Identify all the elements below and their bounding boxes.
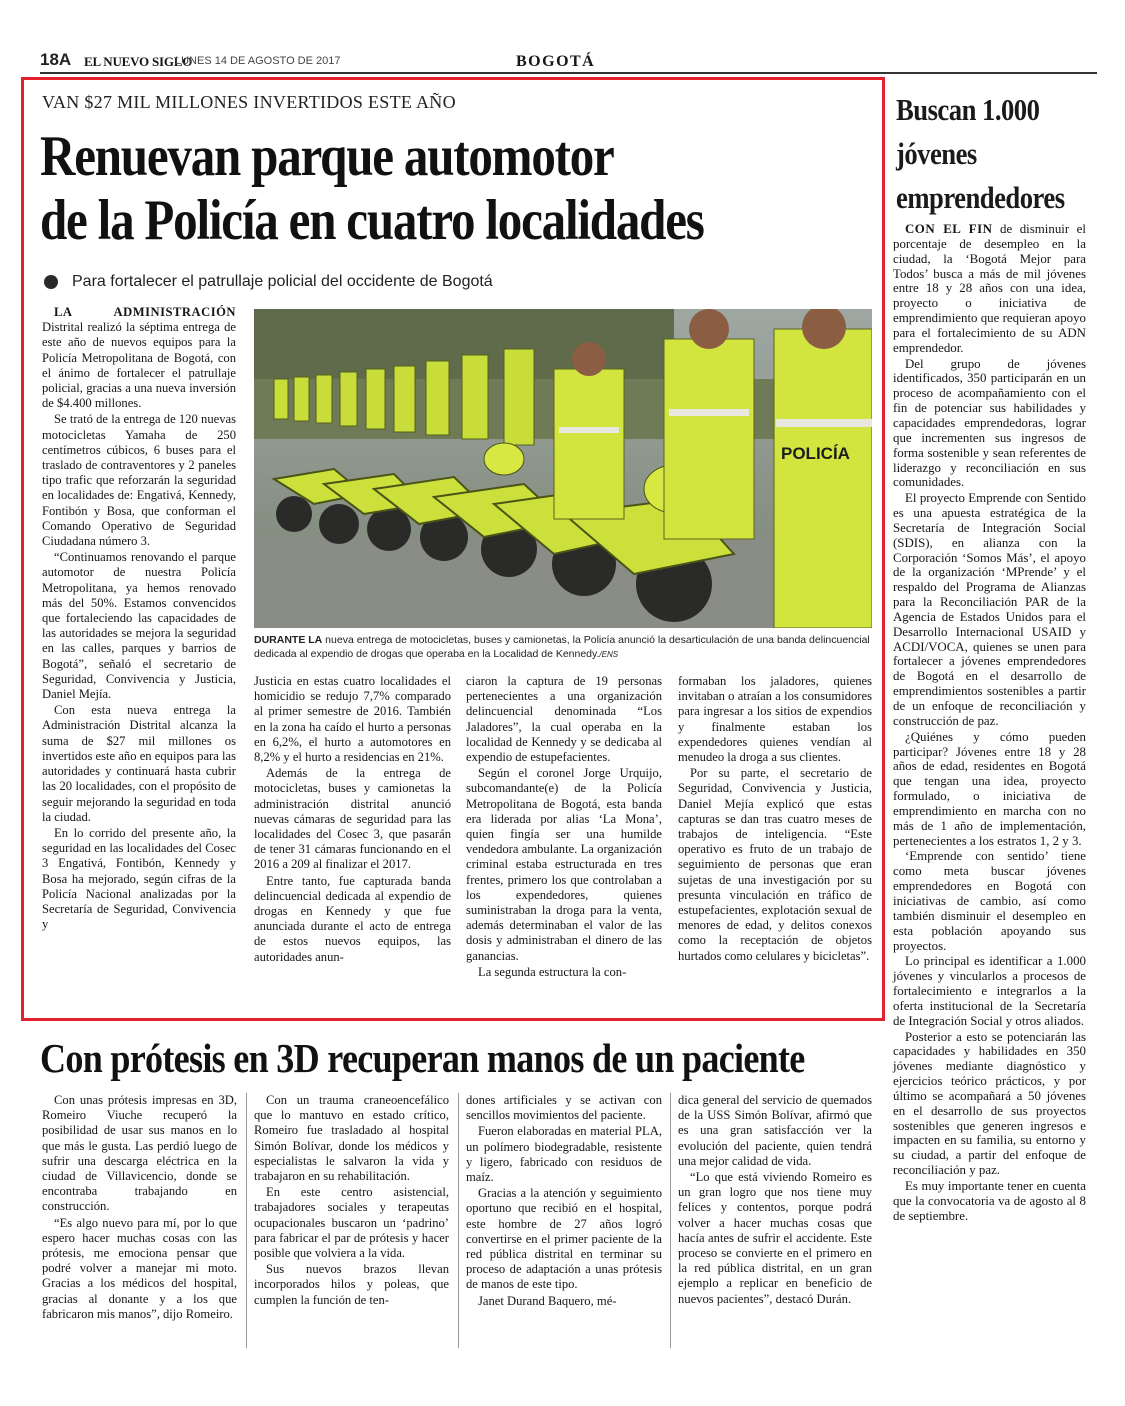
paragraph: Se trató de la entrega de 120 nuevas motocicletas Yamaha de 250 centímetros cúbicos, 6 buses para el traslado de contraventores y 2 paneles tipo trafic que reforzarán la seguridad en localidades de: Engativá, Kennedy, Fontibón y Bosa, que conforman el Comando Operativo de Seguridad Ciudadana número 3. bbox=[42, 412, 236, 549]
paragraph: “Lo que está viviendo Romeiro es un gran logro que nos tiene muy felices y contentos, porque podrá volver a hacer muchas cosas que hacía antes de sufrir el accidente. Este proceso se convierte en el primero en la red pública distrital, en un gran ejemplo a replicar en beneficio de nuevos pacientes”, destacó Durán. bbox=[678, 1170, 872, 1306]
paragraph: Por su parte, el secretario de Seguridad, Convivencia y Justicia, Daniel Mejía explicó que estas capturas se dan tras cuatro meses de trabajos de inteligencia. “Este operativo es fruto de un trabajo de seguimiento de personas que eran sujetas de una investigación por su presunta vinculación en tráfico de estupefacientes, explotación sexual de menores de edad, y delitos conexos como la receptación de objetos hurtados como celulares y bicicletas”. bbox=[678, 766, 872, 963]
column-divider bbox=[670, 1093, 671, 1348]
paragraph: En lo corrido del presente año, la seguridad en las localidades del Cosec 3 Engativá, Fontibón, Kennedy y Bosa ha mejorado, según cifras de la Policía Nacional analizadas por la Secretaría de Seguridad, Convivencia y bbox=[42, 825, 236, 932]
paragraph: formaban los jaladores, quienes invitaban o atraían a los consumidores para ingresar a los sitios de expendios y finalmente estaban los expendedores quienes vendían al menudeo la droga a sus clientes. bbox=[678, 674, 872, 765]
paragraph: Es muy importante tener en cuenta que la convocatoria va de agosto al 8 de septiembre. bbox=[893, 1179, 1086, 1223]
main-column-1 bbox=[42, 305, 236, 932]
paragraph: ciaron la captura de 19 personas pertenecientes a una organización delincuencial denominada “Los Jaladores”, la cual operaba en la localidad de Kennedy y se dedicaba al expendio de estupefacientes. bbox=[466, 674, 662, 765]
caption-lead: DURANTE LA bbox=[254, 634, 323, 646]
sidebar-headline: Buscan 1.000 jóvenes emprendedores bbox=[896, 92, 1065, 215]
paragraph: La segunda estructura la con- bbox=[478, 964, 627, 979]
paragraph: dica general del servicio de quemados de la USS Simón Bolívar, afirmó que es una gran satisfacción ver la evolución del paciente, quien tendrá una mejor calidad de vida. bbox=[678, 1093, 872, 1168]
header-rule bbox=[40, 72, 1097, 74]
photo-caption bbox=[254, 633, 872, 662]
paragraph: LA ADMINISTRACIÓN Distrital realizó la séptima entrega de este año de nuevos equipos para la Policía Metropolitana de Bogotá, con el ánimo de fortalecer el patrullaje policial, gracias a una nueva inversión de $4.400 millones. bbox=[42, 305, 236, 411]
headline-line-2: de la Policía en cuatro localidades bbox=[40, 189, 704, 252]
paragraph: Justicia en estas cuatro localidades el homicidio se redujo 7,7% comparado al primer semestre de 2016. También en la zona ha caído el hurto a personas en 6,2%, el hurto a automotores en 8,2% y el hurto a residencias en 21%. bbox=[254, 674, 451, 765]
newspaper-name: EL NUEVO SIGLO bbox=[84, 54, 193, 69]
paragraph: Además de la entrega de motocicletas, buses y camionetas la administración distrital anunció nuevas cámaras de seguridad para las localidades del Cosec 3, que pasarán de tener 31 cámaras funcionando en el 2016 a 209 al finalizar el 2017. bbox=[254, 766, 451, 872]
paragraph: CON EL FIN de disminuir el porcentaje de desempleo en la ciudad, la ‘Bogotá Mejor para Todos’ busca a más de mil jóvenes entre 18 y 28 años con una idea, proyecto o iniciativa de emprendimiento que requieran apoyo para el fortalecimiento de su ADN emprendedor. bbox=[893, 222, 1086, 355]
paragraph: Fueron elaboradas en material PLA, un polímero biodegradable, resistente y ligero, fabricado con residuos de maíz. bbox=[466, 1124, 662, 1185]
column-divider bbox=[246, 1093, 247, 1348]
caption-text: nueva entrega de motocicletas, buses y camionetas, la Policía anunció la desarticulación de una banda delincuencial dedicada al expendio de drogas que operaba en la Localidad de Kennedy. bbox=[254, 634, 870, 660]
second-column-3 bbox=[466, 1093, 662, 1309]
vest-lettering: POLICÍA bbox=[781, 444, 850, 463]
paragraph: En este centro asistencial, trabajadores sociales y terapeutas ocupacionales buscaron un ‘padrino’ para fabricar el par de prótesis y hacer posible que volviera a la vida. bbox=[254, 1185, 449, 1261]
paragraph: Gracias a la atención y seguimiento oportuno que recibió en el hospital, este hombre de 27 años logró convertirse en el primer paciente de la red pública distrital en terminar su proceso de adaptación a unas prótesis de manos de este tipo. bbox=[466, 1186, 662, 1292]
deck-text: Para fortalecer el patrullaje policial del occidente de Bogotá bbox=[72, 273, 493, 290]
paragraph: dones artificiales y se activan con sencillos movimientos del paciente. bbox=[466, 1093, 662, 1123]
paragraph: “Es algo nuevo para mí, por lo que espero hacer muchas cosas con las prótesis, me emociona pensar que podré volver a manejar mi moto. Gracias a los médicos del hospital, gracias al donante y a los que fabricaron mis manos”, dijo Romeiro. bbox=[42, 1215, 237, 1321]
second-column-2 bbox=[254, 1093, 449, 1308]
paragraph: Sus nuevos brazos llevan incorporados hilos y poleas, que cumplen la función de ten- bbox=[254, 1262, 449, 1307]
story-photo bbox=[254, 309, 872, 628]
main-column-2 bbox=[254, 674, 451, 965]
column-divider bbox=[458, 1093, 459, 1348]
paragraph: Según el coronel Jorge Urquijo, subcomandante(e) de la Policía Metropolitana de Bogotá, esta banda era liderada por alias ‘La Mona’, quien fingía ser una humilde vendedora ambulante. La organización criminal estaba estructurada en tres frentes, primero los que controlaban a los expendedores, quienes suministraban la droga para la venta, además determinaban el valor de las dosis y administraban el dinero de las ganancias. bbox=[466, 766, 662, 963]
paragraph: Lo principal es identificar a 1.000 jóvenes y vincularlos a procesos de fortalecimiento e integrarlos a la oferta institucional de la Secretaría de Integración Social y otros aliados. bbox=[893, 954, 1086, 1028]
police-motorcycles-photo bbox=[254, 309, 872, 628]
page-number: 18A bbox=[40, 50, 72, 69]
headline-line-1: Renuevan parque automotor bbox=[40, 125, 614, 188]
issue-date: LUNES 14 DE AGOSTO DE 2017 bbox=[175, 55, 341, 67]
second-column-1 bbox=[42, 1093, 237, 1322]
paragraph: Con esta nueva entrega la Administración Distrital alcanza la suma de $27 mil millones os invertidos este año en equipos para las autoridades y continuará hasta cubrir las 20 localidades, con el propósito de seguir mejorando la seguridad en toda la ciudad. bbox=[42, 703, 236, 824]
paragraph: Con un trauma craneoencefálico que lo mantuvo en estado crítico, Romeiro fue trasladado al hospital Simón Bolívar, donde los médicos y especialistas le salvaron la vida y trabajaron en su rehabilitación. bbox=[254, 1093, 449, 1184]
paragraph: ¿Quiénes y cómo pueden participar? Jóvenes entre 18 y 28 años de edad, residentes en Bogotá que tengan una idea, proyecto formulado, o iniciativa de emprendimiento en marcha con no más de 1 año de implementación, pertenecientes a los estratos 1, 2 y 3. bbox=[893, 729, 1086, 848]
lead-in: CON EL FIN bbox=[905, 222, 993, 236]
lead-in: LA ADMINISTRACIÓN bbox=[54, 305, 236, 319]
paragraph: Entre tanto, fue capturada banda delincuencial dedicada al expendio de drogas en Kennedy y que fue anunciada durante el acto de entrega de estos nuevos equipos, las autoridades anun- bbox=[254, 873, 451, 964]
photo-credit: /ENS bbox=[599, 650, 619, 659]
paragraph: “Continuamos renovando el parque automotor de nuestra Policía Metropolitana, ya hemos renovado más del 50%. Estamos convencidos que fortaleciendo las capacidades de las autoridades se mejora la seguridad en las calles, parques y barrios de Bogotá”, señaló el secretario de Seguridad, Convivencia y Justicia, Daniel Mejía. bbox=[42, 550, 236, 702]
story-headline bbox=[40, 125, 754, 253]
paragraph: Del grupo de jóvenes identificados, 350 participarán en un proceso de acompañamiento con el fin de potenciar sus habilidades y capacidades emprendedoras, lograr que incrementen sus ingresos de forma sostenible y sean referentes de liderazgo y reconciliación en sus comunidades. bbox=[893, 356, 1086, 490]
paragraph: ‘Emprende con sentido’ tiene como meta buscar jóvenes emprendedores en Bogotá con iniciativas de cambio, así como también disminuir el desempleo en esta población apoyando sus proyectos. bbox=[893, 849, 1086, 953]
section-name: BOGOTÁ bbox=[516, 53, 596, 70]
story-deck bbox=[44, 273, 493, 291]
second-story-headline: Con prótesis en 3D recuperan manos de un paciente bbox=[40, 1035, 805, 1081]
sidebar-column bbox=[893, 222, 1086, 1224]
main-column-3 bbox=[466, 674, 662, 980]
second-column-4 bbox=[678, 1093, 872, 1307]
story-kicker: VAN $27 MIL MILLONES INVERTIDOS ESTE AÑO bbox=[42, 92, 456, 112]
paragraph: Con unas prótesis impresas en 3D, Romeiro Viuche recuperó la posibilidad de usar sus manos en lo que más le gusta. Las perdió luego de sufrir una descarga eléctrica en la ciudad de Villavicencio, donde se encontraba trabajando en construcción. bbox=[42, 1093, 237, 1214]
main-column-4 bbox=[678, 674, 872, 964]
bullet-dot-icon bbox=[44, 275, 58, 289]
paragraph: El proyecto Emprende con Sentido es una apuesta estratégica de la Secretaría de Integración Social (SDIS), en alianza con la Corporación ‘Somos Más’, el apoyo de la organización ‘MPrende’ y el respaldo del Programa de Alianzas para la Reconciliación PAR de la Agencia de Estados Unidos para el Desarrollo Internacional USAID y ACDI/VOCA, quienes se unen para fortalecer a jóvenes emprendedores de Bogotá en el desarrollo de emprendimientos sostenibles a partir de un enfoque de reconciliación y construcción de paz. bbox=[893, 491, 1086, 728]
paragraph: Posterior a esto se potenciarán las capacidades y habilidades en 350 jóvenes mediante diagnóstico y ejercicios teórico prácticos, y por último se acompañará a 50 jóvenes en el desarrollo de sus proyectos sostenibles que generen ingresos e impacten en su familia, su entorno y su ciudad, a partir del enfoque de reconciliación y paz. bbox=[893, 1029, 1086, 1178]
paragraph: Janet Durand Baquero, mé- bbox=[478, 1293, 617, 1308]
